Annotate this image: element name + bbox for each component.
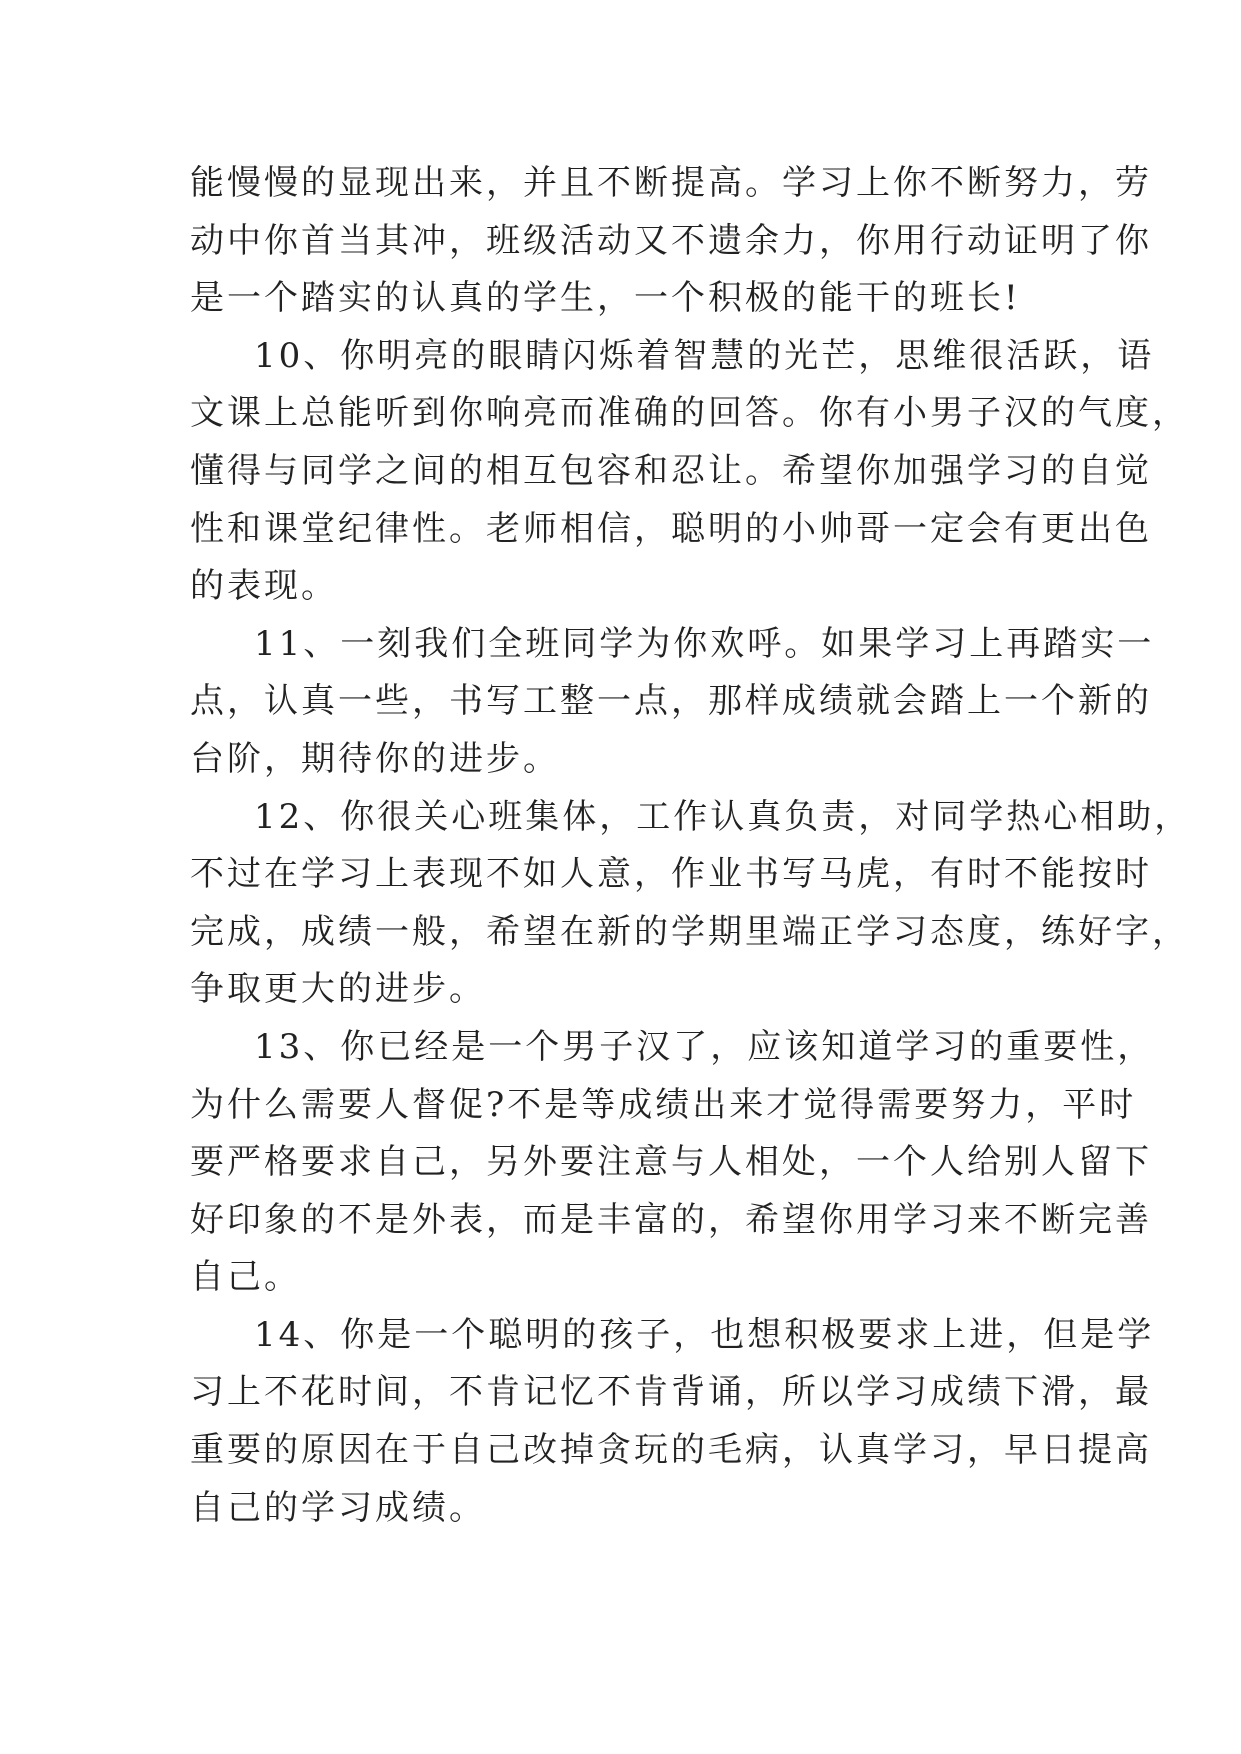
text-line: 性和课堂纪律性。老师相信，聪明的小帅哥一定会有更出色 [190, 508, 1152, 549]
text-line: 13、你已经是一个男子汉了，应该知道学习的重要性， [254, 1026, 1155, 1067]
document-body [190, 155, 1192, 1537]
text-line: 的表现。 [190, 566, 338, 607]
text-line: 11、一刻我们全班同学为你欢呼。如果学习上再踏实一 [254, 623, 1155, 664]
text-line: 自己的学习成绩。 [190, 1487, 486, 1528]
text-line: 自己。 [190, 1257, 301, 1298]
text-line: 点，认真一些，书写工整一点，那样成绩就会踏上一个新的 [190, 681, 1152, 722]
paragraph-continued [190, 155, 1152, 328]
text-line: 10、你明亮的眼睛闪烁着智慧的光芒，思维很活跃，语 [254, 335, 1155, 376]
text-line: 文课上总能听到你响亮而准确的回答。你有小男子汉的气度， [190, 393, 1189, 434]
text-line: 台阶，期待你的进步。 [190, 738, 560, 779]
text-line: 懂得与同学之间的相互包容和忍让。希望你加强学习的自觉 [190, 450, 1152, 491]
text-line: 为什么需要人督促?不是等成绩出来才觉得需要努力，平时 [190, 1084, 1137, 1125]
text-line: 重要的原因在于自己改掉贪玩的毛病，认真学习，早日提高 [190, 1430, 1152, 1471]
text-line: 习上不花时间，不肯记忆不肯背诵，所以学习成绩下滑，最 [190, 1372, 1152, 1413]
text-line: 14、你是一个聪明的孩子，也想积极要求上进，但是学 [254, 1314, 1155, 1355]
paragraph-11 [190, 616, 1155, 789]
text-line: 12、你很关心班集体，工作认真负责，对同学热心相助， [254, 796, 1192, 837]
text-line: 动中你首当其冲，班级活动又不遗余力，你用行动证明了你 [190, 220, 1152, 261]
text-line: 能慢慢的显现出来，并且不断提高。学习上你不断努力，劳 [190, 163, 1152, 203]
paragraph-10 [190, 328, 1189, 616]
text-line: 好印象的不是外表，而是丰富的，希望你用学习来不断完善 [190, 1199, 1152, 1240]
paragraph-12 [190, 789, 1192, 1019]
text-line: 是一个踏实的认真的学生，一个积极的能干的班长! [190, 278, 1021, 319]
text-line: 不过在学习上表现不如人意，作业书写马虎，有时不能按时 [190, 854, 1152, 895]
text-line: 完成，成绩一般，希望在新的学期里端正学习态度，练好字， [190, 911, 1189, 952]
paragraph-14 [190, 1307, 1155, 1537]
text-line: 争取更大的进步。 [190, 969, 486, 1010]
text-line: 要严格要求自己，另外要注意与人相处，一个人给别人留下 [190, 1142, 1152, 1183]
paragraph-13 [190, 1019, 1155, 1307]
